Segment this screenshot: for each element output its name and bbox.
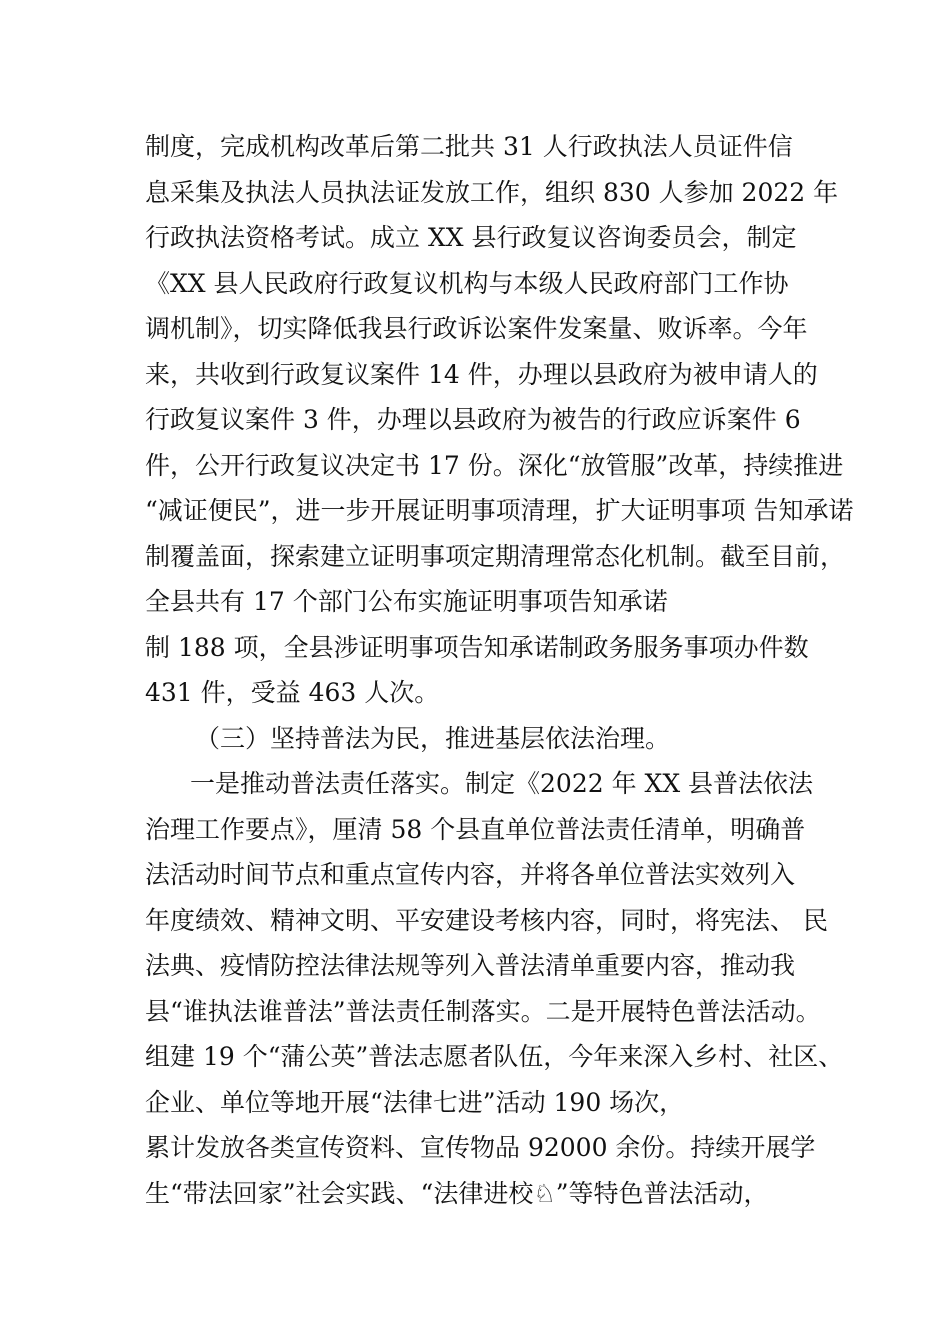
text-line: 治理工作要点》，厘清 58 个县直单位普法责任清单，明确普 bbox=[145, 814, 806, 844]
text-line: 件，公开行政复议决定书 17 份。深化“放管服”改革，持续推进 bbox=[145, 450, 844, 480]
text-line: 企业、单位等地开展“法律七进”活动 190 场次， bbox=[145, 1087, 685, 1117]
text-line: “减证便民”，进一步开展证明事项清理，扩大证明事项 告知承诺 bbox=[145, 496, 854, 525]
section-heading: （三）坚持普法为民，推进基层依法治理。 bbox=[195, 723, 671, 753]
text-line: 组建 19 个“蒲公英”普法志愿者队伍，今年来深入乡村、社区、 bbox=[145, 1042, 844, 1071]
text-line: 行政执法资格考试。成立 XX 县行政复议咨询委员会，制定 bbox=[145, 223, 797, 252]
text-line: 累计发放各类宣传资料、宣传物品 92000 余份。持续开展学 bbox=[145, 1133, 816, 1162]
text-line: 来，共收到行政复议案件 14 件，办理以县政府为被申请人的 bbox=[145, 359, 818, 389]
text-line: 全县共有 17 个部门公布实施证明事项告知承诺 bbox=[145, 587, 668, 616]
text-line: 法活动时间节点和重点宣传内容，并将各单位普法实效列入 bbox=[145, 860, 796, 889]
body-text bbox=[145, 124, 854, 1216]
paragraph-first-line: 一是推动普法责任落实。制定《2022 年 XX 县普法依法 bbox=[190, 769, 814, 798]
text-line: 法典、疫情防控法律法规等列入普法清单重要内容，推动我 bbox=[145, 951, 796, 980]
text-line: 431 件，受益 463 人次。 bbox=[145, 678, 440, 707]
text-line: 制度，完成机构改革后第二批共 31 人行政执法人员证件信 bbox=[145, 132, 793, 161]
text-line: 行政复议案件 3 件，办理以县政府为被告的行政应诉案件 6 bbox=[145, 405, 801, 434]
text-line: 调机制》，切实降低我县行政诉讼案件发案量、败诉率。今年 bbox=[145, 314, 808, 343]
text-line: 制 188 项，全县涉证明事项告知承诺制政务服务事项办件数 bbox=[145, 632, 809, 662]
text-line: 年度绩效、精神文明、平安建设考核内容，同时，将宪法、 民 bbox=[145, 905, 828, 935]
text-line: 息采集及执法人员执法证发放工作，组织 830 人参加 2022 年 bbox=[145, 177, 839, 207]
text-line: 县“谁执法谁普法”普法责任制落实。二是开展特色普法活动。 bbox=[145, 996, 821, 1026]
text-line: 生“带法回家”社会实践、“法律进校♘”等特色普法活动， bbox=[145, 1178, 769, 1208]
text-line: 《XX 县人民政府行政复议机构与本级人民政府部门工作协 bbox=[145, 268, 789, 298]
text-line: 制覆盖面，探索建立证明事项定期清理常态化机制。截至目前， bbox=[145, 541, 846, 571]
